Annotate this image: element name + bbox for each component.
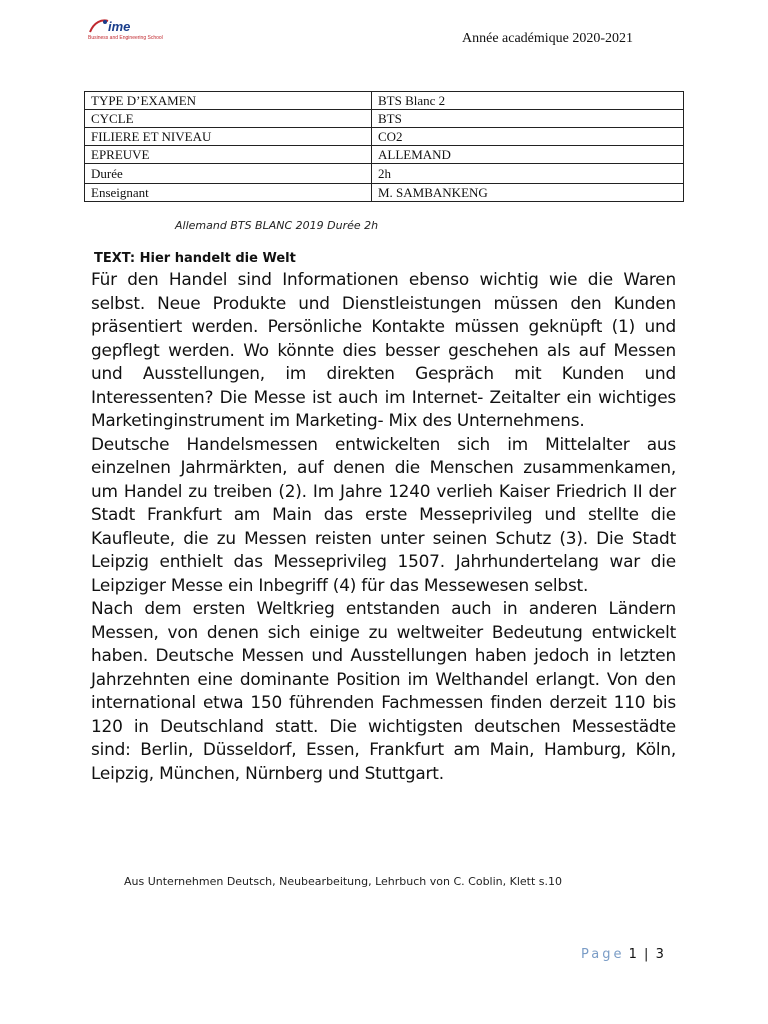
academic-year: Année académique 2020-2021 (462, 31, 634, 46)
teacher-value: M. SAMBANKENG (372, 184, 684, 202)
text-title: TEXT: Hier handelt die Welt (94, 251, 296, 266)
exam-info-table (84, 91, 684, 202)
page-total: 3 (655, 947, 664, 962)
page-current: 1 (628, 947, 637, 962)
table-row (85, 92, 684, 110)
school-logo (88, 18, 178, 46)
body-text (91, 268, 676, 785)
table-row (85, 164, 684, 184)
logo-tagline: Business and Engineering School (88, 35, 163, 41)
epreuve-label: EPREUVE (85, 146, 372, 164)
table-row (85, 110, 684, 128)
exam-type-label: TYPE D’EXAMEN (85, 92, 372, 110)
duration-label: Durée (85, 164, 372, 184)
paragraph: Deutsche Handelsmessen entwickelten sich im Mittelalter aus einzelnen Jahrmärkten, auf denen die Menschen zusammenkamen, um Handel zu treiben (2). Im Jahre 1240 verlieh Kaiser Friedrich II der Stadt Frankfurt am Main das erste Messeprivileg und stellte die Kaufleute, die zu Messen reisten unter seinen Schutz (3). Die Stadt Leipzig enthielt das Messeprivileg 1507. Jahrhundertelang war die Leipziger Messe ein Inbegriff (4) für das Messewesen selbst. (91, 433, 676, 595)
table-row (85, 184, 684, 202)
exam-type-value: BTS Blanc 2 (372, 92, 684, 110)
filiere-value: CO2 (372, 128, 684, 146)
paragraph: Nach dem ersten Weltkrieg entstanden auch in anderen Ländern Messen, von denen sich einige zu weltweiter Bedeutung entwickelt haben. Deutsche Messen und Ausstellungen haben jedoch in letzten Jahrzehnten eine dominante Position im Welthandel erlangt. Von den international etwa 150 führenden Fachmessen finden derzeit 110 bis 120 in Deutschland statt. Die wichtigsten deutschen Messestädte sind: Berlin, Düsseldorf, Essen, Frankfurt am Main, Hamburg, Köln, Leipzig, München, Nürnberg und Stuttgart. (91, 598, 676, 783)
epreuve-value: ALLEMAND (372, 146, 684, 164)
page-number-footer (581, 947, 664, 962)
table-row (85, 146, 684, 164)
duration-value: 2h (372, 164, 684, 184)
cycle-value: BTS (372, 110, 684, 128)
logo-swoosh-icon (88, 18, 110, 36)
logo-text: ime (108, 19, 131, 34)
paragraph: Für den Handel sind Informationen ebenso wichtig wie die Waren selbst. Neue Produkte und Dienstleistungen müssen den Kunden präsentiert werden. Persönliche Kontakte müssen geknüpft (1) und gepflegt werden. Wo könnte dies besser geschehen als auf Messen und Ausstellungen, im direkten Gespräch mit Kunden und Interessenten? Die Messe ist auch im Internet- Zeitalter ein wichtiges Marketinginstrument im Marketing- Mix des Unternehmens. (91, 269, 676, 430)
page-separator: | (644, 947, 649, 962)
teacher-label: Enseignant (85, 184, 372, 202)
exam-subtitle: Allemand BTS BLANC 2019 Durée 2h (175, 219, 379, 232)
table-row (85, 128, 684, 146)
cycle-label: CYCLE (85, 110, 372, 128)
filiere-label: FILIERE ET NIVEAU (85, 128, 372, 146)
page-word: Page (581, 947, 625, 962)
source-citation: Aus Unternehmen Deutsch, Neubearbeitung, Lehrbuch von C. Coblin, Klett s.10 (124, 875, 563, 888)
